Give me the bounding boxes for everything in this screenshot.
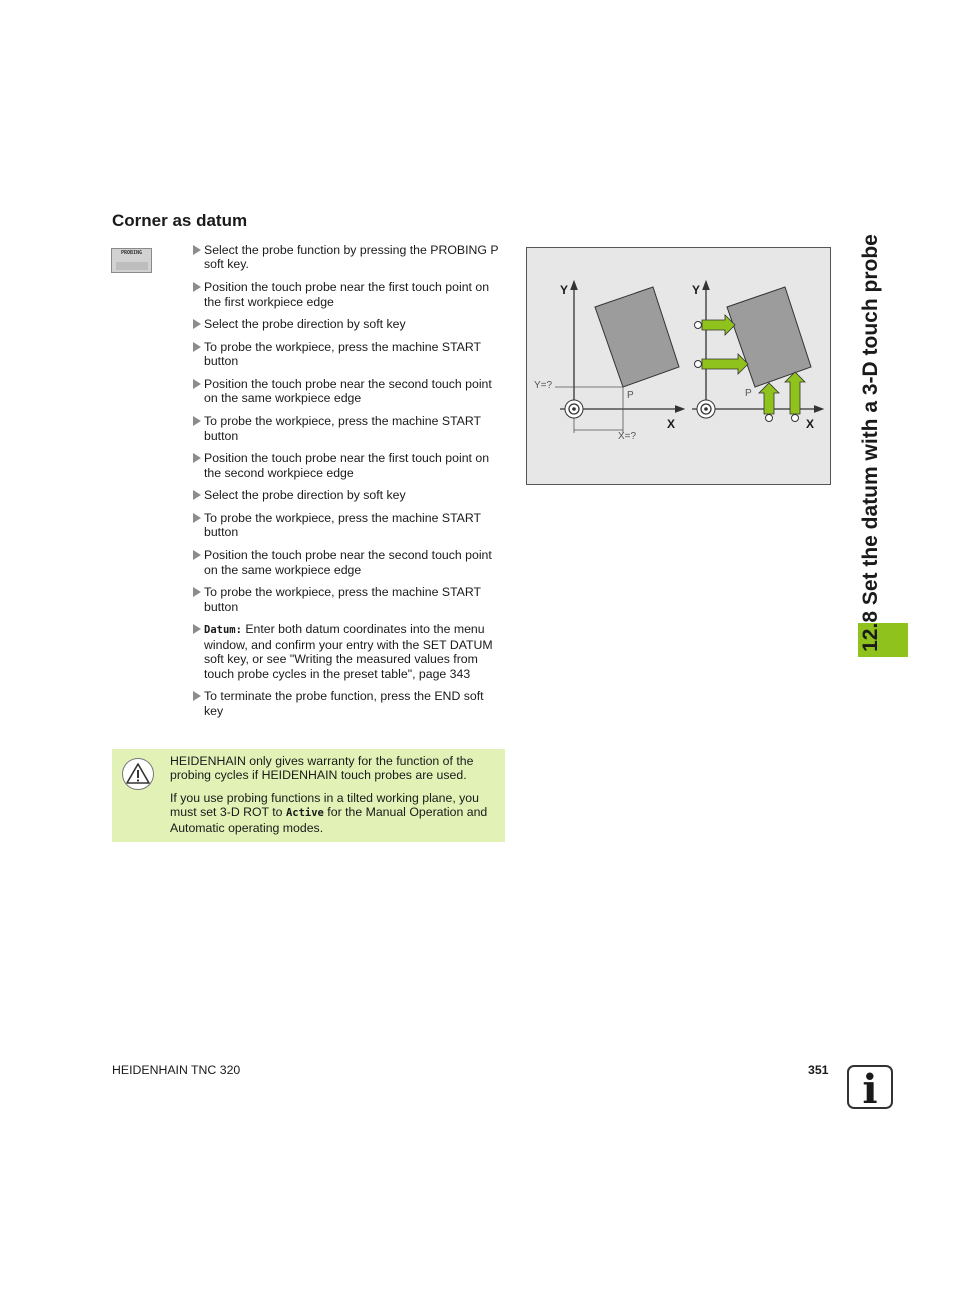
probe-start-point — [695, 322, 702, 329]
step-item: To probe the workpiece, press the machine START button — [192, 340, 506, 369]
bullet-triangle-icon — [193, 490, 201, 500]
bullet-triangle-icon — [193, 245, 201, 255]
step-item: Position the touch probe near the first touch point on the first workpiece edge — [192, 280, 506, 309]
x-query-label: X=? — [618, 431, 637, 442]
step-item: To probe the workpiece, press the machine START button — [192, 585, 506, 614]
right-point-label: P — [745, 388, 752, 399]
section-heading: Corner as datum — [112, 211, 248, 230]
bullet-triangle-icon — [193, 550, 201, 560]
probe-arrow-icon — [785, 372, 805, 414]
bullet-triangle-icon — [193, 691, 201, 701]
left-x-label: X — [667, 417, 676, 431]
left-y-label: Y — [560, 283, 569, 297]
corner-datum-figure — [526, 247, 831, 485]
softkey-label: PROBING — [120, 250, 143, 256]
step-item: To probe the workpiece, press the machine START button — [192, 414, 506, 443]
datum-code: Datum: — [204, 624, 242, 637]
bullet-triangle-icon — [193, 416, 201, 426]
step-item: Datum: Enter both datum coordinates into the menu window, and confirm your entry with the SET DATUM soft key, or see "Writing the measured values from touch probe cycles in the preset table", page 343 — [192, 622, 506, 681]
bullet-triangle-icon — [193, 342, 201, 352]
warning-note — [112, 749, 505, 842]
left-point-label: P — [627, 390, 634, 401]
page-number: 351 — [808, 1063, 829, 1077]
figure-svg — [527, 248, 830, 484]
info-icon: i — [847, 1065, 893, 1109]
bullet-triangle-icon — [193, 587, 201, 597]
probe-start-point — [792, 415, 799, 422]
y-query-label: Y=? — [534, 380, 553, 391]
probing-softkey-icon — [111, 248, 152, 273]
step-item: To probe the workpiece, press the machine START button — [192, 511, 506, 540]
right-y-label: Y — [692, 283, 701, 297]
probe-arrow-icon — [702, 315, 735, 335]
probe-start-point — [695, 361, 702, 368]
step-item: Select the probe function by pressing the PROBING P soft key. — [192, 243, 506, 272]
step-item: Select the probe direction by soft key — [192, 317, 506, 331]
softkey-glyph — [116, 262, 148, 270]
step-list — [192, 243, 506, 726]
bullet-triangle-icon — [193, 319, 201, 329]
step-item: Position the touch probe near the first touch point on the second workpiece edge — [192, 451, 506, 480]
step-item: Position the touch probe near the second touch point on the same workpiece edge — [192, 548, 506, 577]
right-x-label: X — [806, 417, 815, 431]
step-item: Select the probe direction by soft key — [192, 488, 506, 502]
bullet-triangle-icon — [193, 453, 201, 463]
footer-product: HEIDENHAIN TNC 320 — [112, 1063, 241, 1077]
left-workpiece — [595, 287, 679, 387]
note-paragraph-1: HEIDENHAIN only gives warranty for the function of the probing cycles if HEIDENHAIN touch probes are used. — [170, 754, 474, 783]
active-code: Active — [285, 807, 324, 820]
step-item: To terminate the probe function, press the END soft key — [192, 689, 506, 718]
probe-start-point — [766, 415, 773, 422]
step-item: Position the touch probe near the second touch point on the same workpiece edge — [192, 377, 506, 406]
note-paragraph-2: If you use probing functions in a tilted working plane, you must set 3-D ROT to Active for the Manual Operation and Automatic operating modes. — [170, 791, 488, 835]
warning-triangle-icon — [122, 758, 154, 790]
bullet-triangle-icon — [193, 379, 201, 389]
bullet-triangle-icon — [193, 282, 201, 292]
bullet-triangle-icon — [193, 624, 201, 634]
bullet-triangle-icon — [193, 513, 201, 523]
side-chapter-title: 12.8 Set the datum with a 3-D touch probe — [859, 234, 882, 652]
probe-arrow-icon — [702, 354, 748, 374]
